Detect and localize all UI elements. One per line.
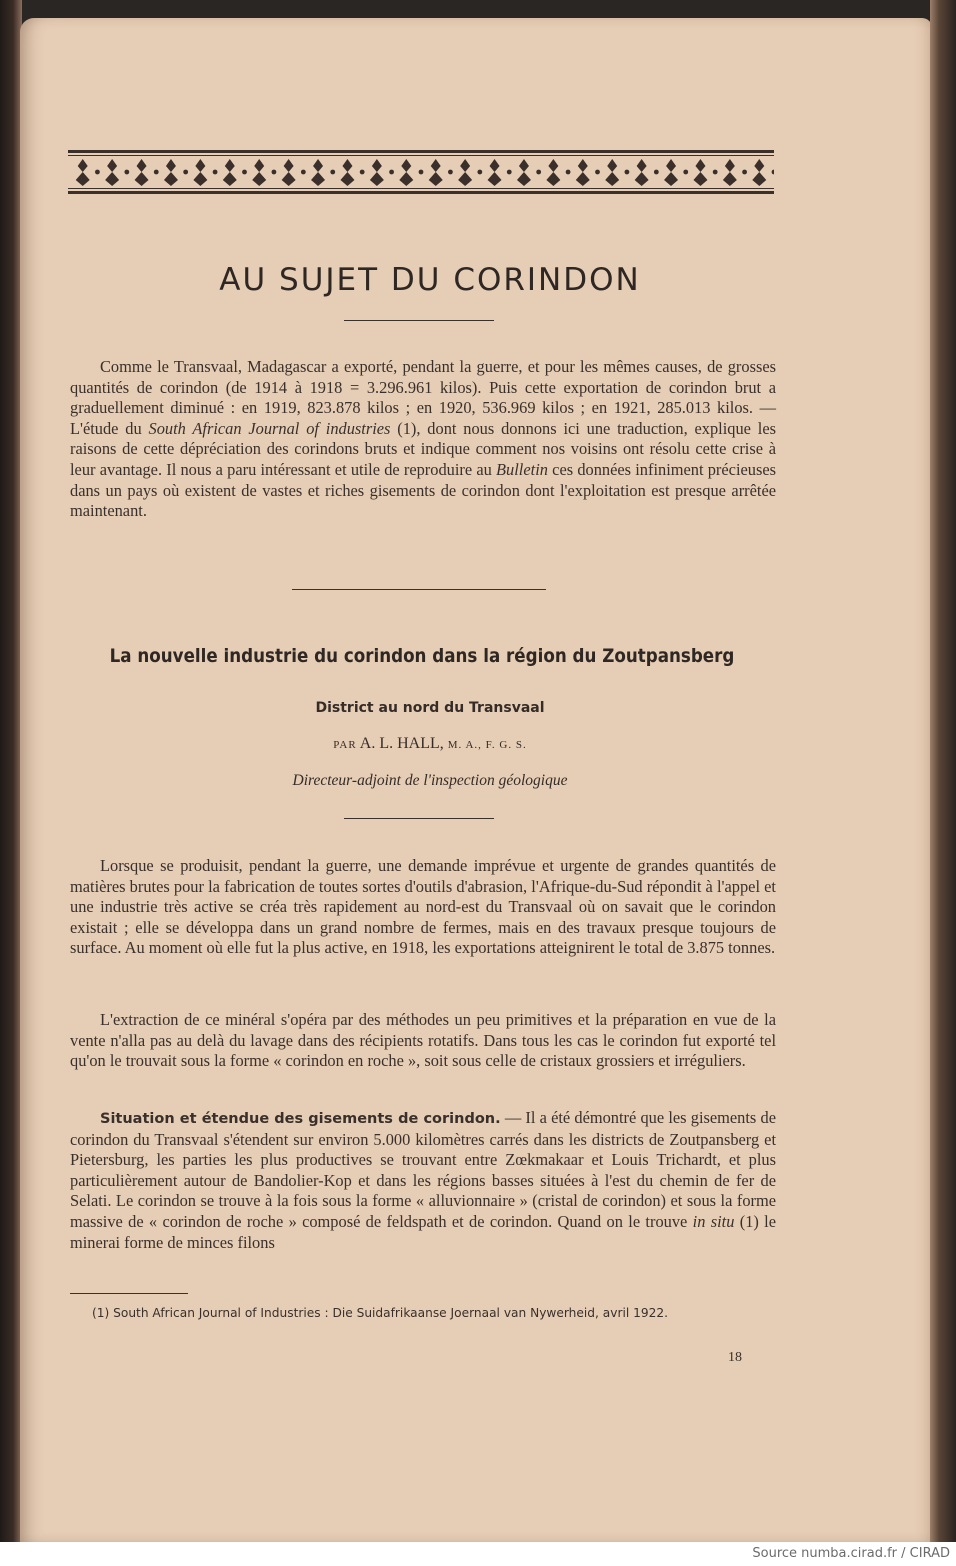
- title-divider: [344, 320, 494, 321]
- ornament-fleuron: [517, 159, 531, 186]
- ornament-fleuron: [76, 159, 90, 186]
- article-title: AU SUJET DU CORINDON: [219, 262, 641, 298]
- ornament-fleuron: [105, 159, 119, 186]
- ornament-dot: [154, 170, 159, 175]
- paragraph-3-text: — Il a été démontré que les gisements de corindon du Transvaal s'étendent sur environ 5.000 kilomètres carrés dans les districts de Zoutpansberg et Pietersburg, les parties les plus productives se trouvant entre Zœkmakaar et Louis Trichardt, et plus particulièrement autour de Bandolier-Kop et dans les régions basses situées à l'est du chemin de fer de Selati. Le corindon se trouve à la fois sous la forme « alluvionnaire » (cristal de corindon) et sous la forme massive de « corindon de roche » composé de feldspath et de corindon. Quand on le trouve in situ (1) le minerai forme de minces filons: [70, 1108, 777, 1252]
- ornament-fleuron: [576, 159, 590, 186]
- ornament-fleuron: [458, 159, 472, 186]
- ornament-dot: [507, 170, 512, 175]
- ornament-dot: [95, 170, 100, 175]
- ornament-fleuron: [752, 159, 766, 186]
- intro-paragraph: Comme le Transvaal, Madagascar a exporté, pendant la guerre, et pour les mêmes causes, de grosses quantités de corindon (de 1914 à 1918 = 3.296.961 kilos). Puis cette exportation de corindon brut a graduellement diminué : en 1919, 823.878 kilos ; en 1920, 536.969 kilos ; en 1921, 285.013 kilos. — L'étude du South African Journal of industries (1), dont nous donnons ici une traduction, explique les raisons de cette dépréciation des corindons bruts et indique comment nos voisins ont résolu cette crise à leur avantage. Il nous a paru intéressant et utile de reproduire au Bulletin ces données infiniment précieuses dans un pays où existent de vastes et riches gisements de corindon dont l'exploitation est presque arrêtée maintenant.: [70, 357, 776, 521]
- ornament-dot: [654, 170, 659, 175]
- byline-divider: [344, 818, 494, 819]
- ornament-fleuron: [311, 159, 325, 186]
- ornament-fleuron: [164, 159, 178, 186]
- ornament-fleuron: [340, 159, 354, 186]
- source-credit: Source numba.cirad.fr / CIRAD: [752, 1546, 950, 1561]
- ornament-fleuron: [664, 159, 678, 186]
- section-divider: [292, 589, 546, 590]
- ornament-fleuron: [546, 159, 560, 186]
- footnote-divider: [70, 1293, 188, 1294]
- ornament-fleuron: [399, 159, 413, 186]
- ornament-dot: [713, 170, 718, 175]
- ornament-fleuron: [693, 159, 707, 186]
- byline-prefix: PAR: [333, 739, 357, 751]
- ornament-dot: [330, 170, 335, 175]
- ornament-dot: [301, 170, 306, 175]
- ornament-fleuron: [193, 159, 207, 186]
- author-role: Directeur-adjoint de l'inspection géologique: [292, 772, 568, 789]
- ornament-dot: [183, 170, 188, 175]
- page-edge-stack: [930, 0, 956, 1542]
- book-spine-shadow: [0, 0, 22, 1542]
- ornament-dot: [772, 170, 774, 175]
- ornament-fleuron: [135, 159, 149, 186]
- ornament-fleuron: [429, 159, 443, 186]
- ornament-fleuron: [605, 159, 619, 186]
- author-byline: [80, 735, 780, 753]
- ornament-dot: [683, 170, 688, 175]
- ornament-dot: [213, 170, 218, 175]
- paragraph-runin-heading: Situation et étendue des gisements de corindon.: [100, 1111, 501, 1127]
- section-subtitle: District au nord du Transvaal: [315, 700, 545, 716]
- ornament-fleuron: [223, 159, 237, 186]
- ornament-fleuron: [635, 159, 649, 186]
- ornament-dot: [536, 170, 541, 175]
- ornament-fleuron: [282, 159, 296, 186]
- ornament-fleuron: [723, 159, 737, 186]
- ornament-dot: [124, 170, 129, 175]
- ornament-dot: [477, 170, 482, 175]
- body-paragraph-3: [70, 1108, 776, 1253]
- ornament-dot: [625, 170, 630, 175]
- page-number: 18: [728, 1350, 742, 1365]
- body-paragraph-2: L'extraction de ce minéral s'opéra par des méthodes un peu primitives et la préparation en vue de la vente n'alla pas au delà du lavage dans des récipients rotatifs. Dans tous les cas le corindon fut exporté tel qu'on le trouvait sous la forme « corindon en roche », soit sous celle de cristaux grossiers et irréguliers.: [70, 1010, 776, 1071]
- ornament-dot: [360, 170, 365, 175]
- author-credentials: M. A., F. G. S.: [447, 739, 527, 751]
- ornament-dot: [566, 170, 571, 175]
- ornament-dot: [242, 170, 247, 175]
- ornament-dot: [742, 170, 747, 175]
- ornament-dot: [389, 170, 394, 175]
- ornament-dot: [448, 170, 453, 175]
- ornament-fleuron: [252, 159, 266, 186]
- footnote: (1) South African Journal of Industries : Die Suidafrikaanse Joernaal van Nywerheid, avril 1922.: [92, 1306, 669, 1320]
- author-name: A. L. HALL,: [359, 735, 444, 752]
- ornament-dot: [419, 170, 424, 175]
- ornament-fleuron: [370, 159, 384, 186]
- ornament-fleuron: [488, 159, 502, 186]
- section-title: La nouvelle industrie du corindon dans la région du Zoutpansberg: [109, 645, 735, 667]
- body-paragraph-1: Lorsque se produisit, pendant la guerre, une demande imprévue et urgente de grandes quantités de matières brutes pour la fabrication de toutes sortes d'outils d'abrasion, l'Afrique-du-Sud répondit à l'appel et une industrie très active se créa très rapidement au nord-est du Transvaal où on savait que le corindon existait ; elle se développa dans un grand nombre de fermes, mais en des travaux presque toujours de surface. Au moment où elle fut la plus active, en 1918, les exportations atteignirent le total de 3.875 tonnes.: [70, 856, 776, 958]
- ornament-dot: [595, 170, 600, 175]
- decorative-ornament-band: [68, 148, 774, 196]
- ornament-dot: [272, 170, 277, 175]
